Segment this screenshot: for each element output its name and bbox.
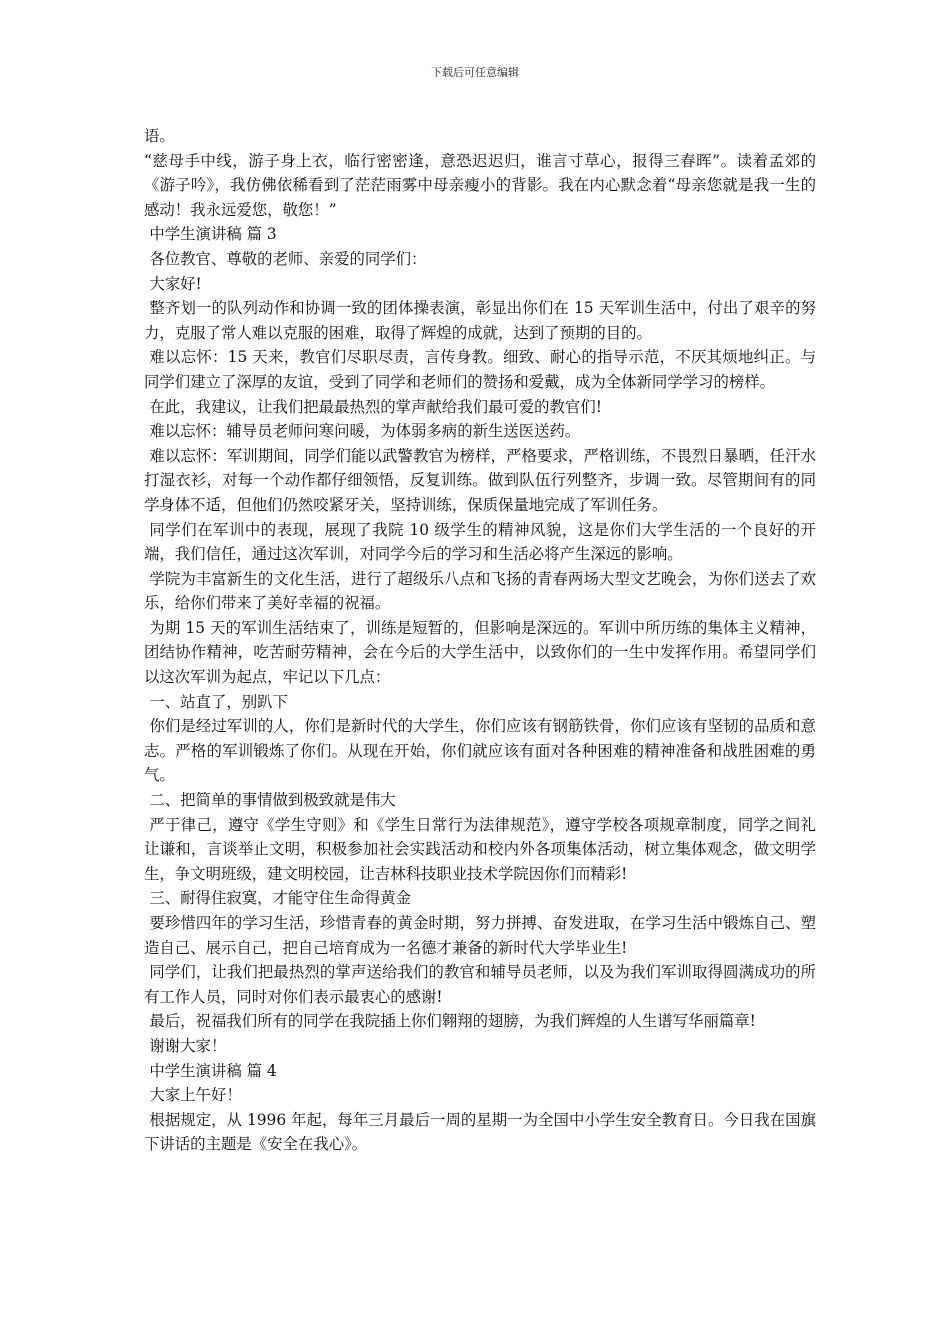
paragraph: 根据规定，从 1996 年起，每年三月最后一周的星期一为全国中小学生安全教育日。今日我在国旗下讲话的主题是《安全在我心》。: [144, 1110, 816, 1154]
paragraph: 在此，我建议，让我们把最最热烈的掌声献给我们最可爱的教官们!: [149, 397, 602, 416]
paragraph: 最后，祝福我们所有的同学在我院插上你们翱翔的翅膀，为我们辉煌的人生谱写华丽篇章!: [149, 1012, 756, 1031]
paragraph: 要珍惜四年的学习生活，珍惜青春的黄金时期，努力拼搏、奋发进取，在学习生活中锻炼自己、塑造自己、展示自己，把自己培育成为一名德才兼备的新时代大学毕业生!: [144, 914, 816, 957]
page-header: 下载后可任意编辑: [431, 66, 519, 79]
paragraph: 学院为丰富新生的文化生活，进行了超级乐八点和飞扬的青春两场大型文艺晚会，为你们送去了欢乐，给你们带来了美好幸福的祝福。: [144, 569, 816, 613]
paragraph: 难以忘怀：军训期间，同学们能以武警教官为榜样，严格要求，严格训练，不畏烈日暴晒，任汗水打湿衣衫，对每一个动作都仔细领悟，反复训练。做到队伍行列整齐，步调一致。尽管期间有的同学身体不适，但他们仍然咬紧牙关，坚持训练，保质保量地完成了军训任务。: [144, 446, 816, 514]
paragraph: 难以忘怀：辅导员老师问寒问暖，为体弱多病的新生送医送药。: [149, 422, 581, 441]
paragraph: 同学们，让我们把最热烈的掌声送给我们的教官和辅导员老师，以及为我们军训取得圆满成功的所有工作人员，同时对你们表示最衷心的感谢!: [144, 963, 816, 1006]
paragraph: 你们是经过军训的人，你们是新时代的大学生，你们应该有钢筋铁骨，你们应该有坚韧的品质和意志。严格的军训锻炼了你们。从现在开始，你们就应该有面对各种困难的精神准备和战胜困难的勇气。: [144, 717, 816, 785]
section-heading: 中学生演讲稿 篇 4: [149, 1061, 277, 1080]
subheading: 二、把简单的事情做到极致就是伟大: [149, 791, 396, 810]
paragraph: “慈母手中线，游子身上衣，临行密密逢，意恐迟迟归，谁言寸草心，报得三春晖”。读着孟郊的《游子吟》，我仿佛依稀看到了茫茫雨雾中母亲瘦小的背影。我在内心默念着“母亲您就是我一生的感动！我永远爱您，敬您！”: [144, 151, 816, 219]
greeting: 大家上午好！: [149, 1086, 242, 1105]
paragraph: 同学们在军训中的表现，展现了我院 10 级学生的精神风貌，这是你们大学生活的一个良好的开端，我们信任，通过这次军训，对同学今后的学习和生活必将产生深远的影响。: [144, 520, 816, 564]
document-body: [144, 124, 816, 1157]
paragraph: 难以忘怀：15 天来，教官们尽职尽责，言传身教。细致、耐心的指导示范，不厌其烦地纠正。与同学们建立了深厚的友谊，受到了同学和老师们的赞扬和爱戴，成为全体新同学学习的榜样。: [144, 348, 816, 391]
salutation: 各位教官、尊敬的老师、亲爱的同学们：: [149, 249, 427, 268]
greeting: 大家好!: [149, 274, 202, 293]
paragraph: 为期 15 天的军训生活结束了，训练是短暂的，但影响是深远的。军训中所历练的集体主义精神，团结协作精神，吃苦耐劳精神，会在今后的大学生活中，以致你们的一生中发挥作用。希望同学们以这次军训为起点，牢记以下几点：: [144, 618, 816, 687]
subheading: 三、耐得住寂寞，才能守住生命得黄金: [149, 889, 412, 908]
paragraph: 语。: [144, 127, 175, 145]
paragraph: 整齐划一的队列动作和协调一致的团体操表演，彰显出你们在 15 天军训生活中，付出了艰辛的努力，克服了常人难以克服的困难，取得了辉煌的成就，达到了预期的目的。: [144, 299, 816, 342]
closing: 谢谢大家！: [149, 1036, 227, 1055]
paragraph: 严于律己，遵守《学生守则》和《学生日常行为法律规范》，遵守学校各项规章制度，同学之间礼让谦和，言谈举止文明，积极参加社会实践活动和校内外各项集体活动，树立集体观念，做文明学生，争文明班级，建文明校园，让吉林科技职业技术学院因你们而精彩!: [144, 815, 816, 883]
section-heading: 中学生演讲稿 篇 3: [149, 225, 277, 244]
subheading: 一、站直了，别趴下: [149, 692, 288, 711]
